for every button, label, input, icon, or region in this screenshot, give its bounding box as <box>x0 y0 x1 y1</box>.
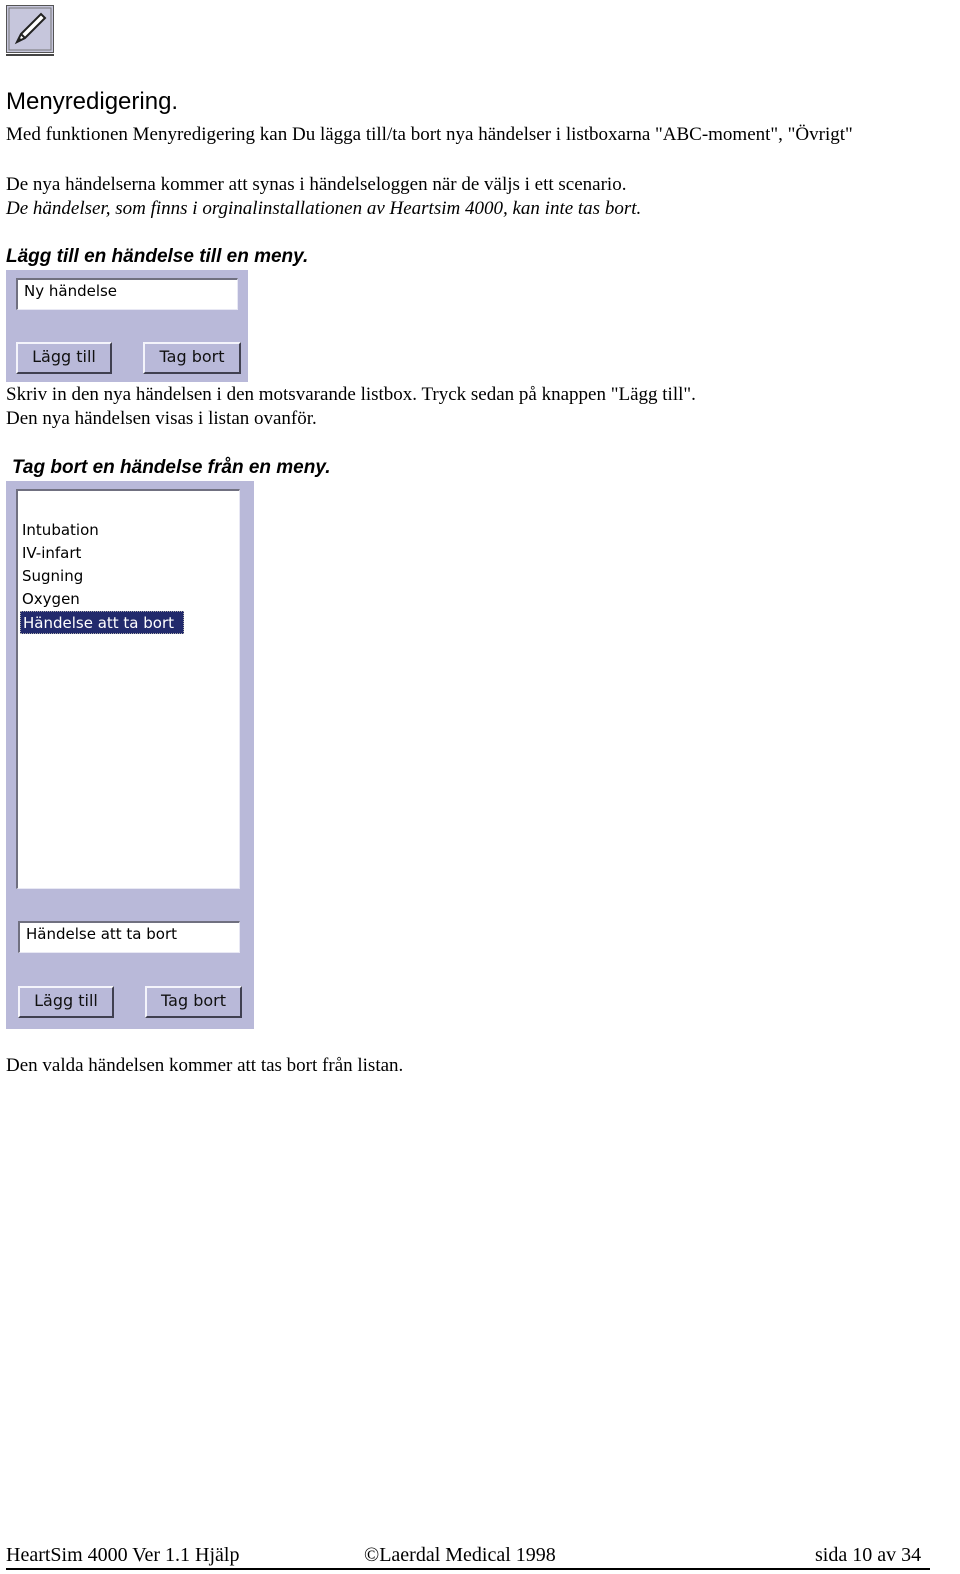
list-item[interactable]: Intubation <box>22 521 99 539</box>
header-rule <box>6 54 54 56</box>
pencil-icon <box>6 5 54 53</box>
intro-line-1: Med funktionen Menyredigering kan Du lägga till/ta bort nya händelser i listboxarna "ABC-moment", "Övrigt" <box>6 124 853 145</box>
list-item[interactable]: Oxygen <box>22 590 80 608</box>
intro-line-3: De händelser, som finns i orginalinstallationen av Heartsim 4000, kan inte tas bort. <box>6 198 642 219</box>
add-button[interactable]: Lägg till <box>16 342 112 374</box>
footer-product: HeartSim 4000 Ver 1.1 Hjälp <box>6 1544 240 1566</box>
add-button[interactable]: Lägg till <box>18 986 114 1018</box>
list-item[interactable]: IV-infart <box>22 544 82 562</box>
remove-event-panel <box>6 481 254 1029</box>
footer-page-number: sida 10 av 34 <box>815 1544 922 1566</box>
remove-description: Den valda händelsen kommer att tas bort från listan. <box>6 1055 404 1076</box>
remove-button[interactable]: Tag bort <box>143 342 241 374</box>
add-description-1: Skriv in den nya händelsen i den motsvarande listbox. Tryck sedan på knappen "Lägg till". <box>6 384 696 405</box>
add-description-2: Den nya händelsen visas i listan ovanför. <box>6 408 317 429</box>
remove-section-heading: Tag bort en händelse från en meny. <box>12 457 331 478</box>
page-title: Menyredigering. <box>6 88 179 115</box>
selected-event-input[interactable]: Händelse att ta bort <box>18 921 240 953</box>
remove-button[interactable]: Tag bort <box>145 986 242 1018</box>
list-item[interactable]: Sugning <box>22 567 84 585</box>
add-event-panel <box>6 270 248 382</box>
footer-rule <box>6 1568 930 1570</box>
new-event-input[interactable]: Ny händelse <box>16 278 238 310</box>
intro-line-2: De nya händelserna kommer att synas i händelseloggen när de väljs i ett scenario. <box>6 174 627 195</box>
events-listbox[interactable] <box>16 489 240 889</box>
footer-copyright: ©Laerdal Medical 1998 <box>364 1544 556 1566</box>
add-section-heading: Lägg till en händelse till en meny. <box>6 246 309 267</box>
list-item-selected[interactable]: Händelse att ta bort <box>20 611 184 634</box>
